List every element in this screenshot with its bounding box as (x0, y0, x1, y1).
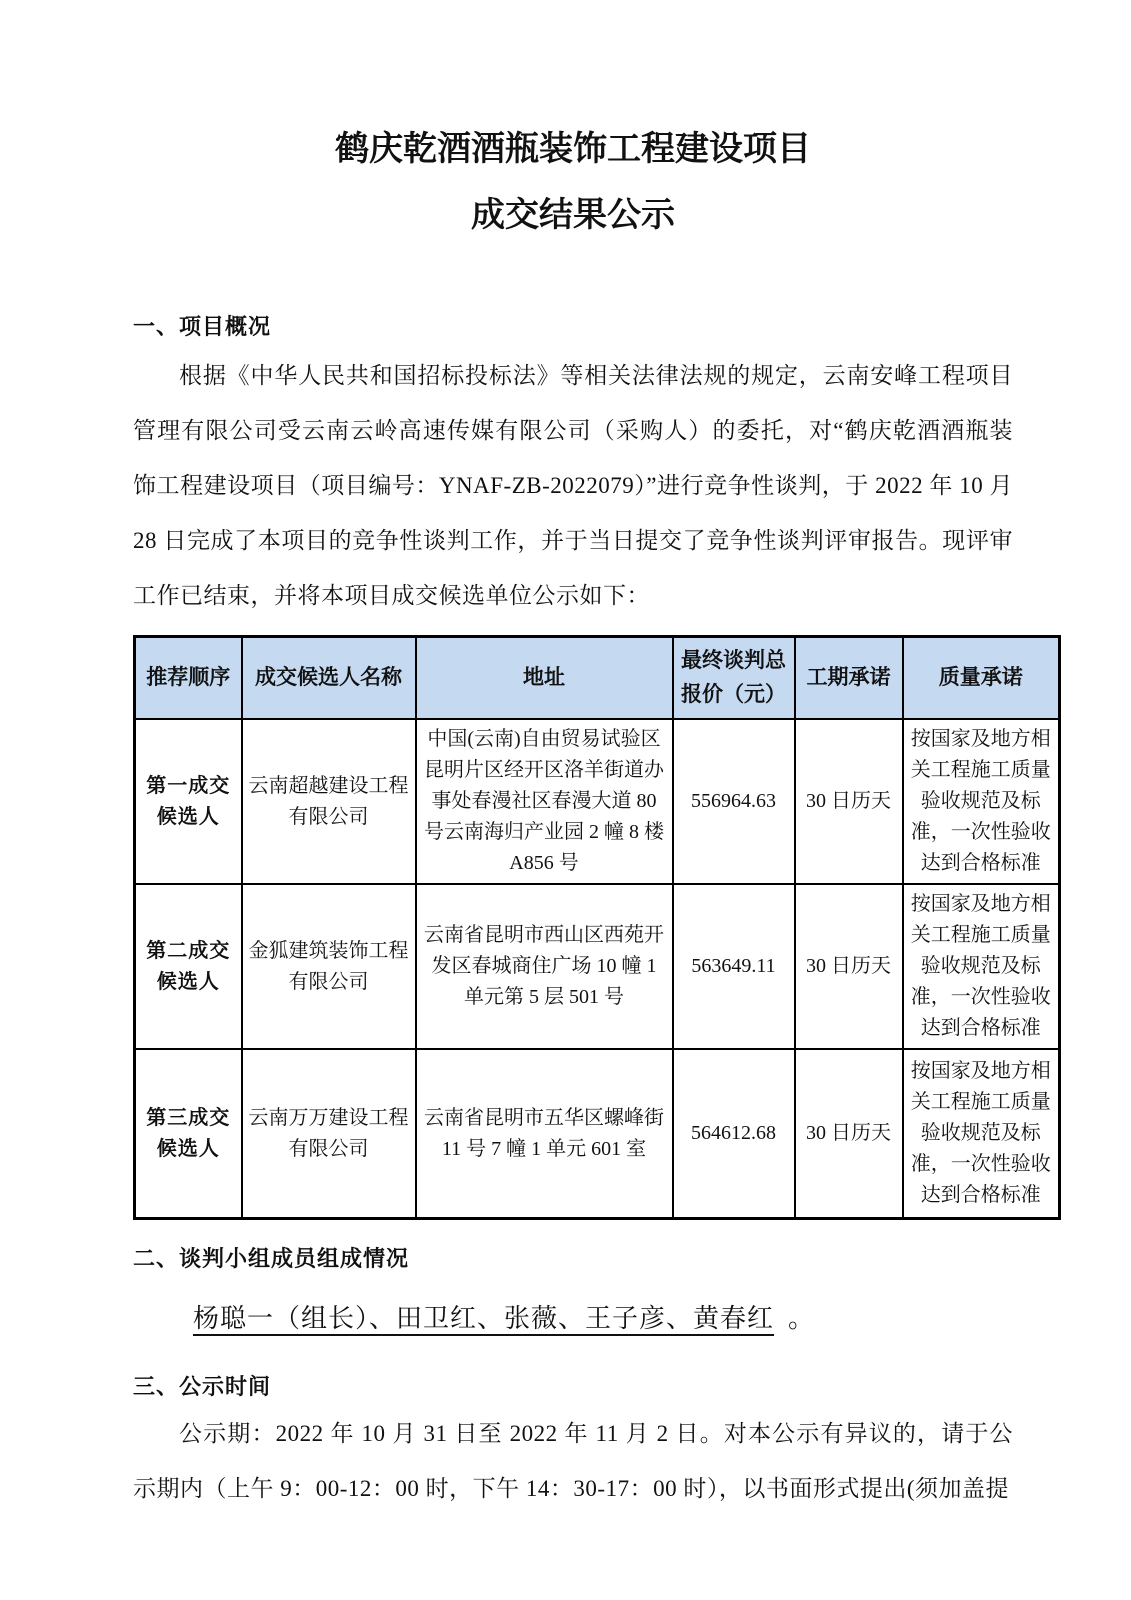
document-title-line2: 成交结果公示 (471, 197, 675, 234)
section1-heading: 一、项目概况 (133, 314, 272, 339)
section2-heading: 二、谈判小组成员组成情况 (133, 1246, 410, 1271)
header-quality: 质量承诺 (903, 637, 1060, 720)
cell-price: 563649.11 (673, 884, 795, 1049)
cell-quality: 按国家及地方相关工程施工质量验收规范及标准，一次性验收达到合格标准 (903, 884, 1060, 1049)
cell-address: 云南省昆明市西山区西苑开发区春城商住广场 10 幢 1 单元第 5 层 501 号 (416, 884, 673, 1049)
table-row (135, 884, 1060, 1049)
table-row (135, 719, 1060, 884)
cell-rank: 第二成交候选人 (135, 884, 242, 1049)
document-title-line1: 鹤庆乾酒酒瓶装饰工程建设项目 (335, 131, 811, 168)
section3-heading: 三、公示时间 (133, 1374, 272, 1399)
header-duration: 工期承诺 (795, 637, 903, 720)
cell-rank: 第一成交候选人 (135, 719, 242, 884)
table-header-row (135, 637, 1060, 720)
header-price: 最终谈判总报价（元） (673, 637, 795, 720)
member-names-period: 。 (788, 1304, 816, 1333)
cell-duration: 30 日历天 (795, 719, 903, 884)
negotiation-team-members (133, 1298, 1073, 1340)
cell-price: 564612.68 (673, 1049, 795, 1219)
cell-duration: 30 日历天 (795, 1049, 903, 1219)
cell-quality: 按国家及地方相关工程施工质量验收规范及标准，一次性验收达到合格标准 (903, 719, 1060, 884)
cell-rank: 第三成交候选人 (135, 1049, 242, 1219)
cell-name: 金狐建筑装饰工程有限公司 (242, 884, 416, 1049)
header-name: 成交候选人名称 (242, 637, 416, 720)
member-names: 杨聪一（组长）、田卫红、张薇、王子彦、黄春红 (193, 1304, 775, 1333)
header-rank: 推荐顺序 (135, 637, 242, 720)
cell-address: 云南省昆明市五华区螺峰街 11 号 7 幢 1 单元 601 室 (416, 1049, 673, 1219)
cell-name: 云南超越建设工程有限公司 (242, 719, 416, 884)
cell-quality: 按国家及地方相关工程施工质量验收规范及标准，一次性验收达到合格标准 (903, 1049, 1060, 1219)
section1-paragraph: 根据《中华人民共和国招标投标法》等相关法律法规的规定，云南安峰工程项目管理有限公司受云南云岭高速传媒有限公司（采购人）的委托，对“鹤庆乾酒酒瓶装饰工程建设项目（项目编号：YNAF-ZB-2022079）”进行竞争性谈判，于 2022 年 10 月 28 日完成了本项目的竞争性谈判工作，并于当日提交了竞争性谈判评审报告。现评审工作已结束，并将本项目成交候选单位公示如下： (133, 363, 1013, 608)
cell-price: 556964.63 (673, 719, 795, 884)
cell-name: 云南万万建设工程有限公司 (242, 1049, 416, 1219)
section3-paragraph: 公示期：2022 年 10 月 31 日至 2022 年 11 月 2 日。对本公示有异议的，请于公示期内（上午 9：00-12：00 时，下午 14：30-17：00 时），以书面形式提出(须加盖提 (133, 1421, 1013, 1501)
cell-address: 中国(云南)自由贸易试验区昆明片区经开区洛羊街道办事处春漫社区春漫大道 80 号云南海归产业园 2 幢 8 楼 A856 号 (416, 719, 673, 884)
cell-duration: 30 日历天 (795, 884, 903, 1049)
table-row (135, 1049, 1060, 1219)
document-title (133, 0, 1013, 240)
header-address: 地址 (416, 637, 673, 720)
document-content (133, 0, 1060, 1516)
candidates-table (133, 635, 1061, 1220)
